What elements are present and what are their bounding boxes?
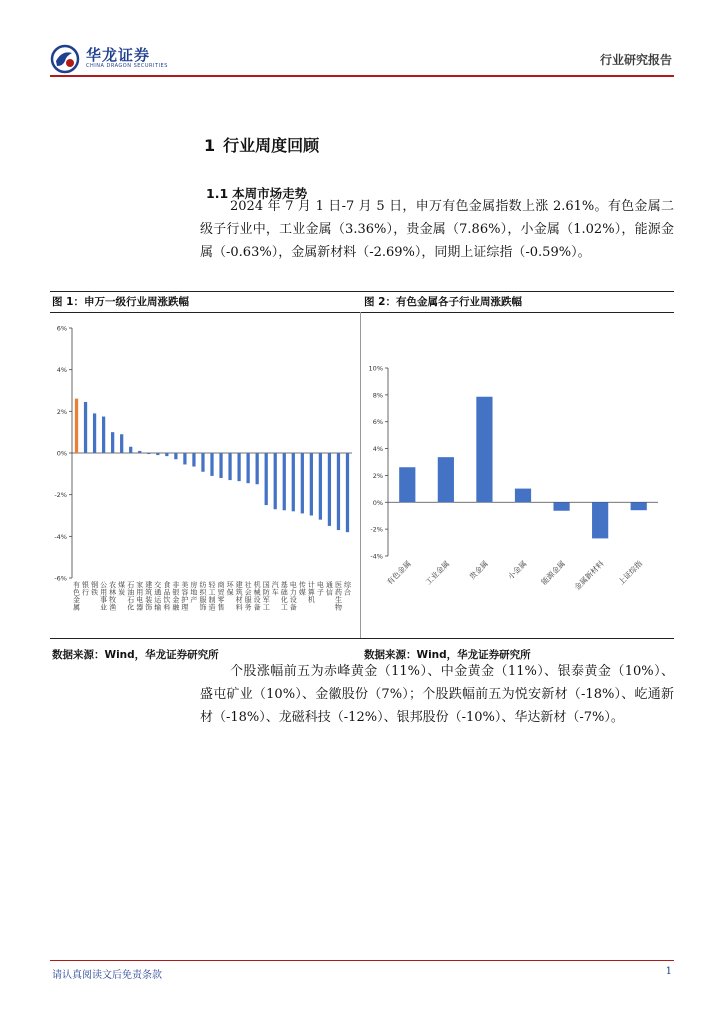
category-label: 传媒 [298, 581, 306, 597]
bar-商贸零售 [219, 453, 222, 478]
category-label: 农林牧渔 [109, 581, 117, 612]
subsection-title: 本周市场走势 [232, 186, 308, 201]
category-label: 石油石化 [127, 581, 135, 612]
bar-汽车 [274, 453, 277, 509]
bar-轻工制造 [210, 453, 213, 476]
bar-非银金融 [174, 453, 177, 459]
bar-房地产 [192, 453, 195, 467]
bar-石油石化 [129, 447, 132, 453]
category-label: 工业金属 [423, 559, 452, 587]
y-tick-label: 8% [372, 391, 383, 400]
category-label: 电子 [316, 581, 324, 597]
market-summary-paragraph: 2024 年 7 月 1 日-7 月 5 日，申万有色金属指数上涨 2.61%。有色金属二级子行业中，工业金属（3.36%），贵金属（7.86%），小金属（1.02%），能源金属（-0.63%），金属新材料（-2.69%），同期上证综指（-0.59%）。 [200, 199, 674, 260]
bar-环保 [228, 453, 231, 480]
category-label: 社会服务 [244, 581, 252, 612]
page-number: 1 [665, 966, 672, 977]
y-tick-label: -4% [370, 552, 383, 561]
category-label: 能源金属 [539, 559, 567, 587]
bar-农林牧渔 [111, 432, 114, 453]
category-label: 纺织服饰 [199, 581, 207, 612]
bar-电子 [319, 453, 322, 520]
bar-综合 [346, 453, 349, 532]
category-label: 非银金融 [172, 581, 180, 612]
figure-header-rule [50, 312, 674, 313]
y-tick-label: 4% [372, 445, 383, 454]
category-label: 美容护理 [181, 581, 189, 612]
y-tick-label: 6% [372, 418, 383, 427]
category-label: 建筑装饰 [145, 581, 153, 612]
logo-name-en: CHINA DRAGON SECURITIES [86, 63, 168, 69]
bar-金属新材料 [592, 502, 608, 538]
category-label: 公用事业 [100, 581, 108, 612]
category-label: 汽车 [271, 581, 279, 597]
bar-能源金属 [553, 502, 569, 510]
bar-纺织服饰 [201, 453, 204, 472]
industry-weekly-change-chart [50, 314, 358, 636]
y-tick-label: 0% [56, 449, 67, 458]
footer-divider [50, 960, 674, 961]
section-number: 1 [204, 136, 216, 155]
bar-工业金属 [438, 457, 454, 502]
bar-计算机 [310, 453, 313, 516]
figure-column-divider [360, 312, 361, 638]
figure-2-title: 图 2：有色金属各子行业周涨跌幅 [364, 296, 522, 308]
bar-电力设备 [292, 453, 295, 511]
bar-交通运输 [156, 453, 159, 455]
figure-top-rule [50, 291, 674, 292]
category-label: 机械设备 [253, 581, 261, 612]
category-label: 上证综指 [616, 559, 645, 587]
bar-传媒 [301, 453, 304, 513]
category-label: 有色金属 [385, 559, 413, 587]
category-label: 国防军工 [262, 581, 270, 612]
y-tick-label: -2% [54, 491, 67, 500]
bar-国防军工 [265, 453, 268, 505]
y-tick-label: 10% [368, 364, 383, 373]
subsection-number: 1.1 [206, 186, 229, 201]
category-label: 交通运输 [154, 581, 162, 612]
category-label: 建筑材料 [235, 581, 243, 612]
y-tick-label: 2% [56, 407, 67, 416]
category-label: 轻工制造 [208, 581, 216, 612]
category-label: 通信 [325, 581, 333, 597]
y-tick-label: -6% [54, 574, 67, 583]
category-label: 计算机 [307, 581, 315, 604]
category-label: 钢铁 [91, 581, 99, 597]
y-tick-label: 6% [56, 324, 67, 333]
bar-钢铁 [93, 413, 96, 453]
category-label: 电力设备 [289, 581, 297, 612]
bar-建筑材料 [237, 453, 240, 481]
bar-通信 [328, 453, 331, 526]
report-type: 行业研究报告 [599, 53, 672, 67]
category-label: 煤炭 [118, 581, 126, 597]
nonferrous-subindustry-chart [362, 314, 672, 636]
bar-美容护理 [183, 453, 186, 464]
category-label: 家用电器 [136, 581, 144, 612]
section-heading [204, 133, 319, 156]
y-tick-label: 2% [372, 471, 383, 480]
figure-2-source: 数据来源：Wind，华龙证券研究所 [364, 649, 531, 661]
figure-bottom-rule [50, 638, 674, 639]
bar-银行 [84, 402, 87, 453]
category-label: 环保 [226, 581, 234, 597]
y-tick-label: 0% [372, 498, 383, 507]
y-tick-label: -4% [54, 532, 67, 541]
bar-有色金属 [75, 399, 78, 453]
category-label: 医药生物 [334, 581, 342, 612]
bar-上证综指 [631, 502, 647, 510]
bar-机械设备 [256, 453, 259, 484]
disclaimer-link[interactable]: 请认真阅读文后免责条款 [52, 970, 162, 981]
bar-建筑装饰 [147, 453, 150, 454]
figure-1-title: 图 1：申万一级行业周涨跌幅 [52, 296, 189, 308]
stock-movers-paragraph: 个股涨幅前五为赤峰黄金（11%）、中金黄金（11%）、银泰黄金（10%）、盛屯矿业（10%）、金徽股份（7%）；个股跌幅前五为悦安新材（-18%）、屹通新材（-18%）、龙磁科技（-12%）、银邦股份（-10%）、华达新材（-7%）。 [200, 664, 674, 725]
figure-1-source: 数据来源：Wind，华龙证券研究所 [52, 649, 219, 661]
category-label: 房地产 [190, 581, 198, 604]
bar-煤炭 [120, 434, 123, 453]
bar-食品饮料 [165, 453, 168, 456]
category-label: 有色金属 [73, 581, 81, 612]
bar-社会服务 [247, 453, 250, 483]
bar-家用电器 [138, 451, 141, 453]
y-tick-label: -2% [370, 525, 383, 534]
category-label: 银行 [82, 581, 90, 597]
category-label: 食品饮料 [163, 581, 171, 612]
bar-贵金属 [476, 397, 492, 503]
logo-name: 华龙证券 [86, 46, 151, 64]
header-divider [50, 75, 674, 77]
category-label: 基础化工 [280, 581, 288, 612]
bar-小金属 [515, 489, 531, 503]
page-header [0, 0, 724, 80]
category-label: 综合 [343, 581, 351, 597]
category-label: 贵金属 [467, 559, 490, 582]
bar-医药生物 [337, 453, 340, 530]
y-tick-label: 4% [56, 366, 67, 375]
bar-有色金属 [399, 467, 415, 502]
category-label: 小金属 [506, 559, 529, 582]
category-label: 商贸零售 [217, 581, 225, 612]
section-title: 行业周度回顾 [223, 136, 320, 155]
bar-公用事业 [102, 417, 105, 453]
bar-基础化工 [283, 453, 286, 510]
category-label: 金属新材料 [572, 559, 606, 592]
dragon-logo-icon [50, 44, 80, 74]
